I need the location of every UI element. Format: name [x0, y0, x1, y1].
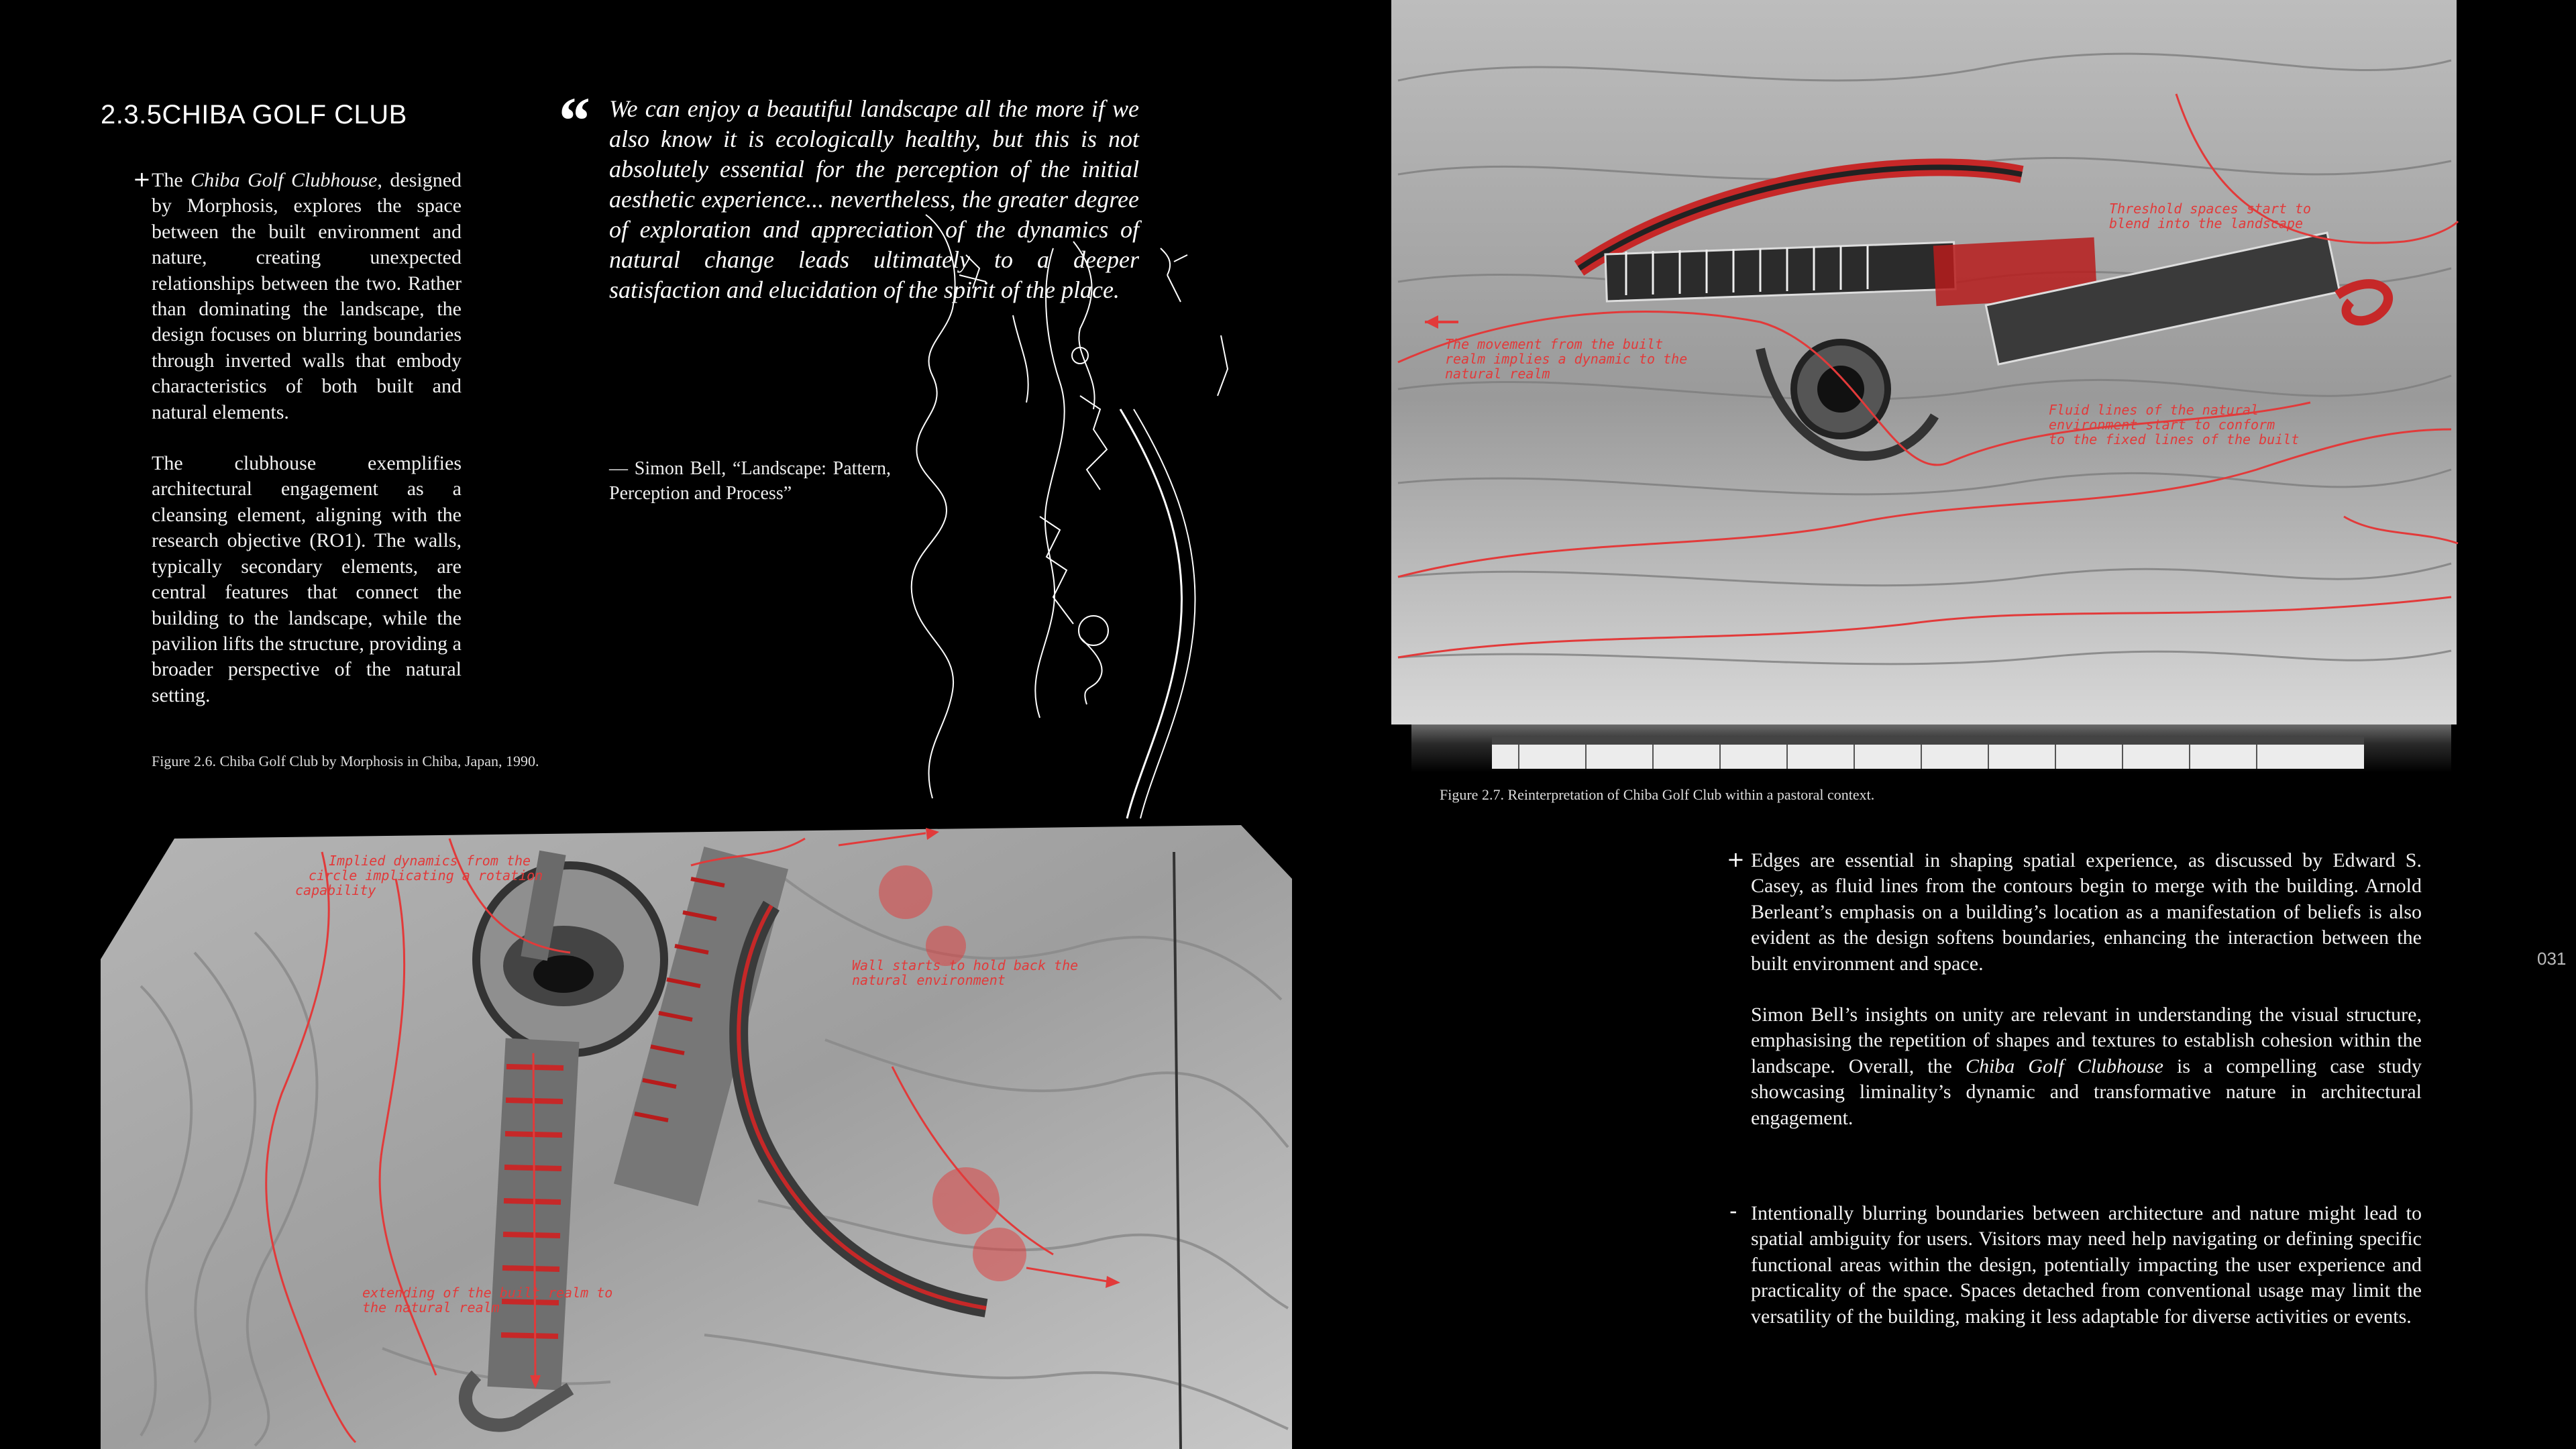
- model-annotation-1: Implied dynamics from the: [329, 853, 531, 869]
- photo-annotation-3: The movement from the built: [1445, 336, 1664, 352]
- figure-2-6-image: [101, 798, 1292, 1449]
- quote-text: We can enjoy a beautiful landscape all the more if we also know it is ecologically healthy, but this is not absolutely essential for the perception of the initial aesthetic experience... nevertheless, the greater degree of exploration and appreciation of the dynamics of natural change leads ultimately to a deeper satisfaction and elucidation of the spirit of the place.: [609, 95, 1139, 303]
- quote-mark: “: [555, 83, 589, 158]
- plus-bullet-icon-right: +: [1727, 847, 1745, 872]
- model-annotation-2: circle implicating a rotation: [309, 867, 543, 883]
- line-sketch-illustration: [879, 195, 1261, 832]
- model-annotation-4: Wall starts to hold back the: [852, 957, 1079, 973]
- model-annotation-3: capability: [295, 882, 376, 898]
- figure-2-7-image: [1385, 0, 2463, 773]
- section-title: CHIBA GOLF CLUB: [162, 100, 407, 129]
- photo-annotation-8: to the fixed lines of the built: [2049, 431, 2300, 447]
- model-annotation-6: extending of the built realm to: [362, 1285, 613, 1301]
- figure-2-7-caption: Figure 2.7. Reinterpretation of Chiba Golf Club within a pastoral context.: [1440, 786, 1875, 803]
- photo-annotation-1: Threshold spaces start to: [2109, 201, 2312, 217]
- minus-bullet-icon: -: [1729, 1198, 1737, 1224]
- plus-bullet-icon: +: [133, 166, 151, 192]
- quote-attribution: — Simon Bell, “Landscape: Pattern, Perception and Process”: [609, 458, 891, 504]
- section-number: 2.3.5: [101, 100, 162, 129]
- page-number: 031: [2537, 949, 2567, 969]
- right-paragraph-3: Intentionally blurring boundaries between architecture and nature might lead to spatial ambiguity for users. Visitors may need help navigating or defining specific functional areas within the design, potentially impacting the user experience and practicality of the space. Spaces detached from conventional usage may limit the versatility of the building, making it less adaptable for diverse activities or events.: [1751, 1202, 2422, 1328]
- section-heading: [101, 99, 407, 130]
- left-paragraph-1: The Chiba Golf Clubhouse, designed by Morphosis, explores the space between the built environment and nature, creating unexpected relationships between the two. Rather than dominating the landscape, the design focuses on blurring boundaries through inverted walls that embody characteristics of both built and natural elements.: [152, 169, 462, 423]
- photo-annotation-7: environment start to conform: [2049, 417, 2275, 433]
- photo-annotation-4: realm implies a dynamic to the: [1445, 351, 1688, 367]
- right-paragraph-2: Simon Bell’s insights on unity are relevant in understanding the visual structure, emphasising the repetition of shapes and textures to establish cohesion within the landscape. Overall, the Chiba Golf Clubhouse is a compelling case study showcasing liminality’s dynamic and transformative nature in architectural engagement.: [1751, 1004, 2422, 1129]
- model-annotation-7: the natural realm: [362, 1299, 500, 1316]
- left-column-text: [152, 168, 462, 734]
- right-column-text: [1751, 848, 2422, 1157]
- right-paragraph-1: Edges are essential in shaping spatial experience, as discussed by Edward S. Casey, as fluid lines from the contours begin to merge with the building. Arnold Berleant’s emphasis on a building’s location as a manifestation of beliefs is also evident as the design softens boundaries, enhancing the interaction between the built environment and space.: [1751, 849, 2422, 975]
- photo-annotation-6: Fluid lines of the natural: [2049, 402, 2259, 418]
- left-paragraph-2: The clubhouse exemplifies architectural engagement as a cleansing element, aligning with the research objective (RO1). The walls, typically secondary elements, are central features that connect the building to the landscape, while the pavilion lifts the structure, providing a broader perspective of the natural setting.: [152, 452, 462, 706]
- photo-annotation-5: natural realm: [1445, 366, 1550, 382]
- model-annotation-5: natural environment: [852, 972, 1006, 988]
- photo-annotation-2: blend into the landscape: [2109, 215, 2303, 231]
- figure-2-6-caption: Figure 2.6. Chiba Golf Club by Morphosis in Chiba, Japan, 1990.: [152, 753, 539, 769]
